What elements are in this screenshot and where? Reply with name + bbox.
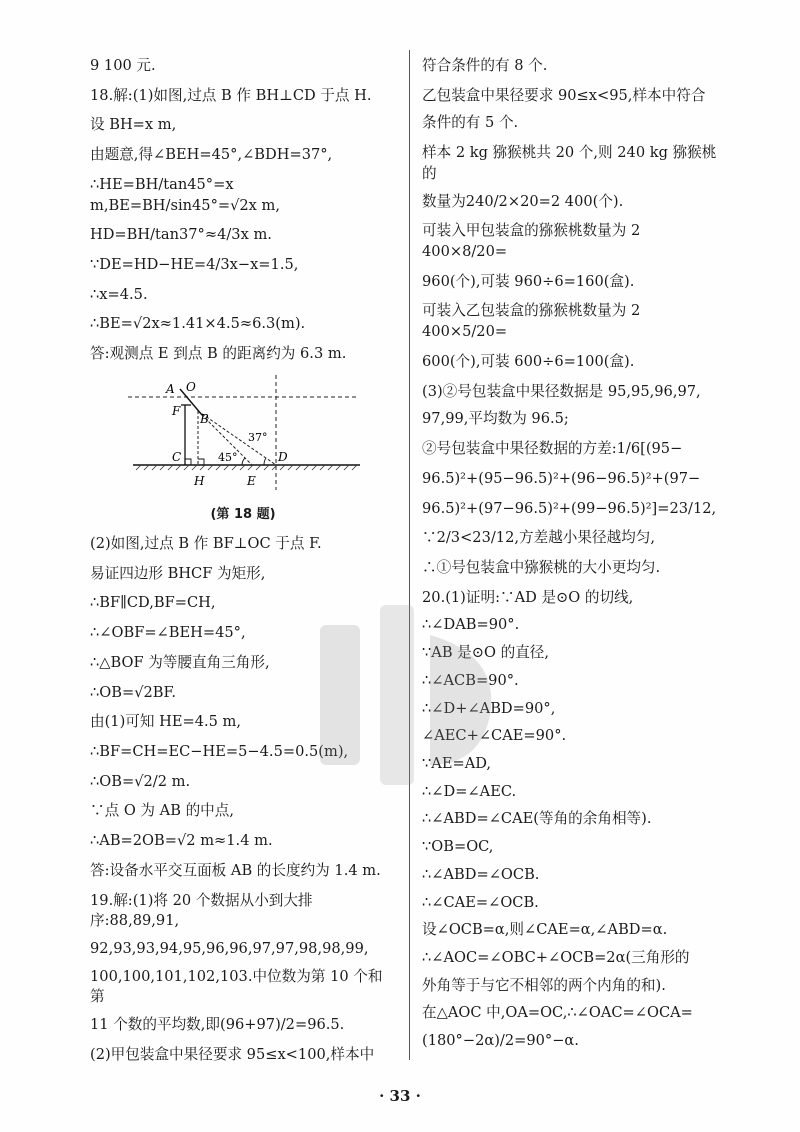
- ground-hatching: [136, 465, 357, 470]
- text-line: 设 BH=x m,: [90, 116, 177, 134]
- text-line: ∵OB=OC,: [422, 838, 494, 856]
- question-19-heading: 19.解:(1)将 20 个数据从小到大排序:88,89,91,: [90, 891, 313, 930]
- text-line: 答:设备水平交互面板 AB 的长度约为 1.4 m.: [90, 861, 381, 879]
- text-line: ∵AE=AD,: [422, 754, 492, 772]
- text-line: 960(个),可装 960÷6=160(盒).: [422, 272, 635, 290]
- label-f: F: [172, 403, 181, 418]
- label-angle-45: 45°: [218, 450, 238, 464]
- text-line: (2)甲包装盒中果径要求 95≤x<100,样本中: [90, 1045, 375, 1063]
- text-line: 600(个),可装 600÷6=100(盒).: [422, 352, 635, 370]
- text-line: ∴AB=2OB=√2 m≈1.4 m.: [90, 832, 273, 850]
- text-line: ∴∠ABD=∠CAE(等角的余角相等).: [422, 810, 652, 828]
- text-line: ∵DE=HD−HE=4/3x−x=1.5,: [90, 256, 299, 274]
- label-c: C: [172, 449, 182, 464]
- angle-arc-37: [264, 458, 266, 465]
- question-20-heading: 20.(1)证明:∵AD 是⊙O 的切线,: [422, 588, 634, 606]
- figure-18-svg: [128, 375, 368, 495]
- text-line: ∴BE=√2x≈1.41×4.5≈6.3(m).: [90, 315, 306, 333]
- text-line: 在△AOC 中,OA=OC,∴∠OAC=∠OCA=: [422, 1004, 693, 1022]
- text-line: ∴∠DAB=90°.: [422, 616, 520, 634]
- text-line: 易证四边形 BHCF 为矩形,: [90, 564, 266, 582]
- question-18-heading: [90, 86, 396, 107]
- text-line: 条件的有 5 个.: [422, 114, 519, 132]
- text-line: 可装入乙包装盒的猕猴桃数量为 2 400×5/20=: [422, 302, 641, 341]
- text-line: ∴∠ABD=∠OCB.: [422, 865, 540, 883]
- text-line: ∴∠ACB=90°.: [422, 671, 519, 689]
- text-line: 9 100 元.: [90, 57, 156, 74]
- label-a: A: [166, 381, 175, 396]
- text-line: ∴x=4.5.: [90, 285, 148, 303]
- text-line: ∴BF=CH=EC−HE=5−4.5=0.5(m),: [90, 742, 349, 760]
- text-line: (2)如图,过点 B 作 BF⊥OC 于点 F.: [90, 534, 322, 552]
- text-line: ∵点 O 为 AB 的中点,: [90, 802, 234, 820]
- text-line: ∴HE=BH/tan45°=x m,BE=BH/sin45°=√2x m,: [90, 175, 281, 214]
- text-line: ②号包装盒中果径数据的方差:1/6[(95−: [422, 440, 683, 458]
- label-e: E: [247, 473, 256, 488]
- text-line: 96.5)²+(95−96.5)²+(96−96.5)²+(97−: [422, 469, 701, 487]
- right-column: [422, 56, 722, 1061]
- text-line: 96.5)²+(97−96.5)²+(99−96.5)²]=23/12,: [422, 499, 717, 517]
- column-divider: [409, 50, 410, 1060]
- text-line: ∵AB 是⊙O 的直径,: [422, 644, 550, 662]
- text-line: ∴OB=√2/2 m.: [90, 772, 191, 790]
- right-angle-h: [198, 459, 204, 465]
- text-line: (180°−2α)/2=90°−α.: [422, 1032, 579, 1050]
- text-line: 由(1)可知 HE=4.5 m,: [90, 713, 242, 731]
- text-line: 100,100,101,102,103.中位数为第 10 个和第: [90, 967, 383, 1006]
- text-line: ∴∠CAE=∠OCB.: [422, 893, 539, 911]
- text-line: 数量为240/2×20=2 400(个).: [422, 192, 624, 210]
- text-line: 答:观测点 E 到点 B 的距离约为 6.3 m.: [90, 345, 347, 363]
- text-line: ∠AEC+∠CAE=90°.: [422, 727, 567, 745]
- angle-arc-45: [242, 458, 245, 465]
- text-line: 外角等于与它不相邻的两个内角的和).: [422, 976, 666, 994]
- text-line: ∵2/3<23/12,方差越小果径越均匀,: [422, 529, 655, 547]
- text-line: ∴∠D+∠ABD=90°,: [422, 699, 556, 717]
- text-line: (3)②号包装盒中果径数据是 95,95,96,97,: [422, 382, 701, 400]
- text-line: 可装入甲包装盒的猕猴桃数量为 2 400×8/20=: [422, 222, 641, 261]
- label-d: D: [278, 449, 288, 464]
- label-h: H: [194, 473, 205, 488]
- text-line: HD=BH/tan37°≈4/3x m.: [90, 226, 272, 244]
- label-angle-37: 37°: [248, 430, 268, 444]
- text-line: 由题意,得∠BEH=45°,∠BDH=37°,: [90, 146, 333, 164]
- text-line: ∴∠AOC=∠OBC+∠OCB=2α(三角形的: [422, 949, 690, 966]
- figure-caption: (第 18 题): [210, 506, 276, 522]
- text-line: 符合条件的有 8 个.: [422, 57, 548, 74]
- text-line: ∴①号包装盒中猕猴桃的大小更均匀.: [422, 558, 661, 576]
- label-o: O: [186, 379, 196, 394]
- text-line: ∴OB=√2BF.: [90, 683, 177, 701]
- geometry-figure: [128, 375, 396, 499]
- left-column: [90, 56, 396, 1075]
- page-number: · 33 ·: [379, 1087, 421, 1105]
- text-line: 18.解:(1)如图,过点 B 作 BH⊥CD 于点 H.: [90, 86, 372, 104]
- text-line: 11 个数的平均数,即(96+97)/2=96.5.: [90, 1016, 345, 1034]
- label-b: B: [200, 411, 209, 426]
- text-line: 97,99,平均数为 96.5;: [422, 410, 569, 428]
- text-line: ∴∠D=∠AEC.: [422, 782, 517, 800]
- text-line: ∴∠OBF=∠BEH=45°,: [90, 624, 246, 642]
- text-line: 设∠OCB=α,则∠CAE=α,∠ABD=α.: [422, 921, 668, 939]
- text-line: 样本 2 kg 猕猴桃共 20 个,则 240 kg 猕猴桃的: [422, 144, 717, 182]
- text-line: ∴△BOF 为等腰直角三角形,: [90, 653, 270, 671]
- text-line: 乙包装盒中果径要求 90≤x<95,样本中符合: [422, 86, 706, 104]
- text-line: ∴BF∥CD,BF=CH,: [90, 594, 216, 612]
- text-line: 92,93,93,94,95,96,96,97,97,98,98,99,: [90, 939, 369, 957]
- right-angle-c: [185, 459, 191, 465]
